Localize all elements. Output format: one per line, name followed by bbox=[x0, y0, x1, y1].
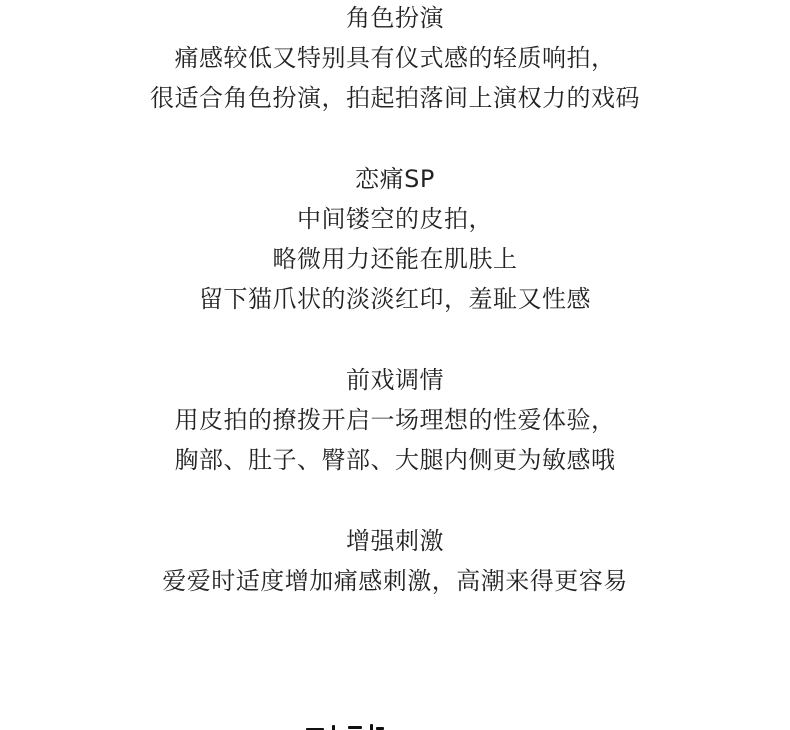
section-role-play bbox=[0, 0, 790, 118]
section-heading: 角色扮演 bbox=[346, 4, 444, 32]
section-text-line: 胸部、肚子、臀部、大腿内侧更为敏感哦 bbox=[174, 446, 616, 474]
section-stimulation bbox=[0, 521, 790, 601]
section-heading: 前戏调情 bbox=[346, 366, 444, 394]
section-heading: 增强刺激 bbox=[346, 527, 444, 555]
section-text-line: 很适合角色扮演，拍起拍落间上演权力的戏码 bbox=[150, 84, 640, 112]
section-text-line: 留下猫爪状的淡淡红印，羞耻又性感 bbox=[199, 285, 591, 313]
section-heading: 恋痛SP bbox=[355, 165, 435, 193]
section-foreplay bbox=[0, 360, 790, 480]
section-text-line: 中间镂空的皮拍， bbox=[297, 205, 493, 233]
section-text-line: 用皮拍的撩拨开启一场理想的性爱体验， bbox=[174, 406, 616, 434]
section-text-line: 略微用力还能在肌肤上 bbox=[272, 245, 518, 273]
section-text-line: 爱爱时适度增加痛感刺激，高潮来得更容易 bbox=[162, 567, 628, 595]
cropped-text-fragment bbox=[300, 718, 390, 730]
section-text-line: 痛感较低又特别具有仪式感的轻质响拍， bbox=[174, 44, 616, 72]
section-sp bbox=[0, 159, 790, 319]
